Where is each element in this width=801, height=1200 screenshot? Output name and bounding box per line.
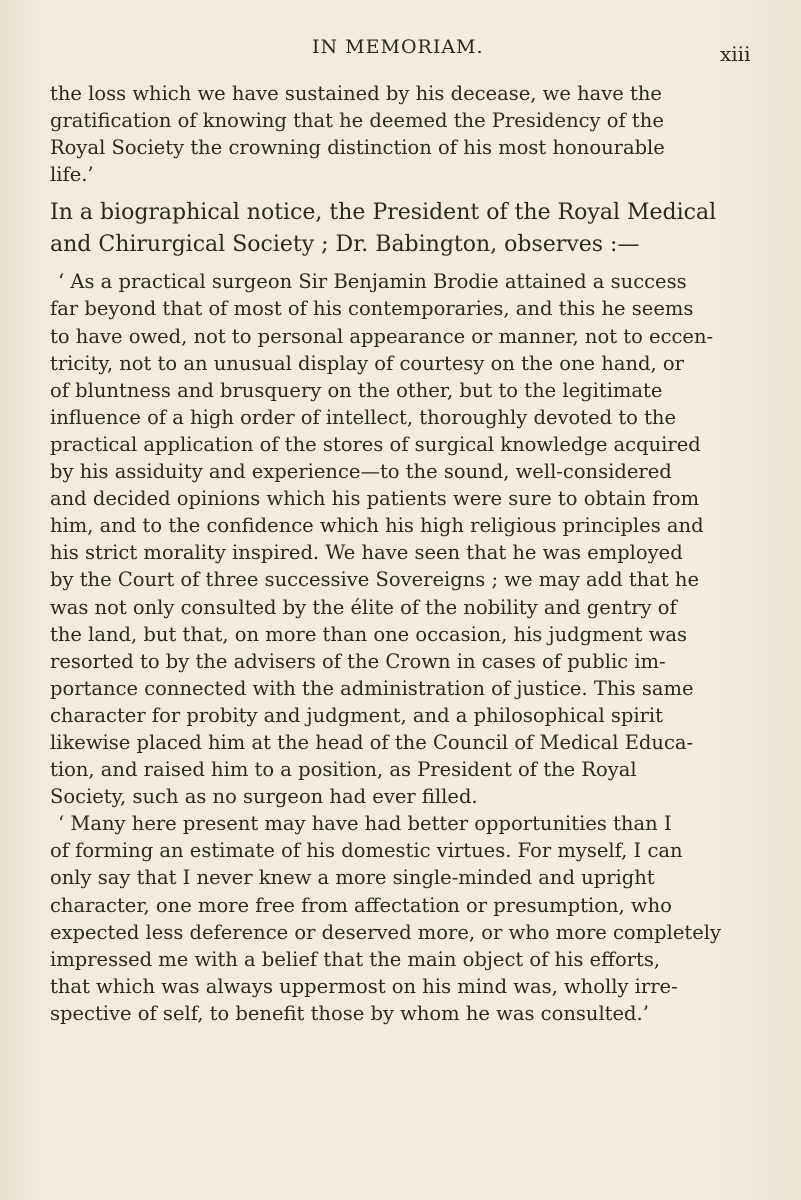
- paragraph-2: [50, 197, 736, 260]
- text-line: Royal Society the crowning distinction of his most honourable: [50, 136, 665, 160]
- running-head: IN MEMORIAM.: [312, 36, 484, 58]
- text-line: spective of self, to benefit those by whom he was consulted.’: [50, 1001, 649, 1025]
- text-line: life.’: [50, 163, 94, 187]
- paragraph-3: [50, 268, 736, 810]
- text-line: the land, but that, on more than one occasion, his judgment was: [50, 622, 688, 646]
- text-line: character, one more free from affectation or presumption, who: [50, 893, 672, 917]
- page-header: [0, 36, 801, 66]
- text-line: likewise placed him at the head of the Council of Medical Educa-: [50, 730, 694, 754]
- text-line: him, and to the confidence which his high religious principles and: [50, 514, 704, 538]
- text-line: his strict morality inspired. We have seen that he was employed: [50, 541, 683, 565]
- text-line: portance connected with the administration of justice. This same: [50, 676, 694, 700]
- text-line: Society, such as no surgeon had ever filled.: [50, 785, 478, 809]
- text-line: practical application of the stores of surgical knowledge acquired: [50, 432, 701, 456]
- text-line: expected less deference or deserved more, or who more completely: [50, 920, 722, 944]
- text-line: was not only consulted by the élite of the nobility and gentry of: [50, 595, 677, 619]
- page-number: xiii: [720, 42, 751, 66]
- text-line: character for probity and judgment, and a philosophical spirit: [50, 703, 663, 727]
- text-line: ‘ Many here present may have had better opportunities than I: [58, 812, 672, 836]
- text-line: of forming an estimate of his domestic virtues. For myself, I can: [50, 839, 683, 863]
- text-line: gratification of knowing that he deemed the Presidency of the: [50, 109, 664, 133]
- paragraph-1: [50, 80, 736, 188]
- text-line: resorted to by the advisers of the Crown in cases of public im-: [50, 649, 666, 673]
- text-line: influence of a high order of intellect, thoroughly devoted to the: [50, 405, 677, 429]
- text-line: only say that I never knew a more single-minded and upright: [50, 866, 655, 890]
- text-line: by the Court of three successive Sovereigns ; we may add that he: [50, 568, 699, 592]
- text-line: tricity, not to an unusual display of courtesy on the one hand, or: [50, 351, 684, 375]
- text-line: tion, and raised him to a position, as President of the Royal: [50, 758, 637, 782]
- text-line: of bluntness and brusquery on the other, but to the legitimate: [50, 378, 663, 402]
- text-line: ‘ As a practical surgeon Sir Benjamin Brodie attained a success: [58, 270, 687, 294]
- text-line: In a biographical notice, the President of the Royal Medical: [50, 200, 717, 226]
- text-line: far beyond that of most of his contemporaries, and this he seems: [50, 297, 694, 321]
- text-line: to have owed, not to personal appearance or manner, not to eccen-: [50, 324, 714, 348]
- text-line: impressed me with a belief that the main object of his efforts,: [50, 947, 661, 971]
- paragraph-4: [50, 810, 736, 1027]
- text-line: that which was always uppermost on his mind was, wholly irre-: [50, 974, 678, 998]
- body-text: [50, 80, 736, 1027]
- text-line: and Chirurgical Society ; Dr. Babington, observes :—: [50, 231, 640, 257]
- text-line: the loss which we have sustained by his decease, we have the: [50, 82, 662, 105]
- text-line: by his assiduity and experience—to the sound, well-considered: [50, 460, 672, 484]
- text-line: and decided opinions which his patients were sure to obtain from: [50, 487, 700, 511]
